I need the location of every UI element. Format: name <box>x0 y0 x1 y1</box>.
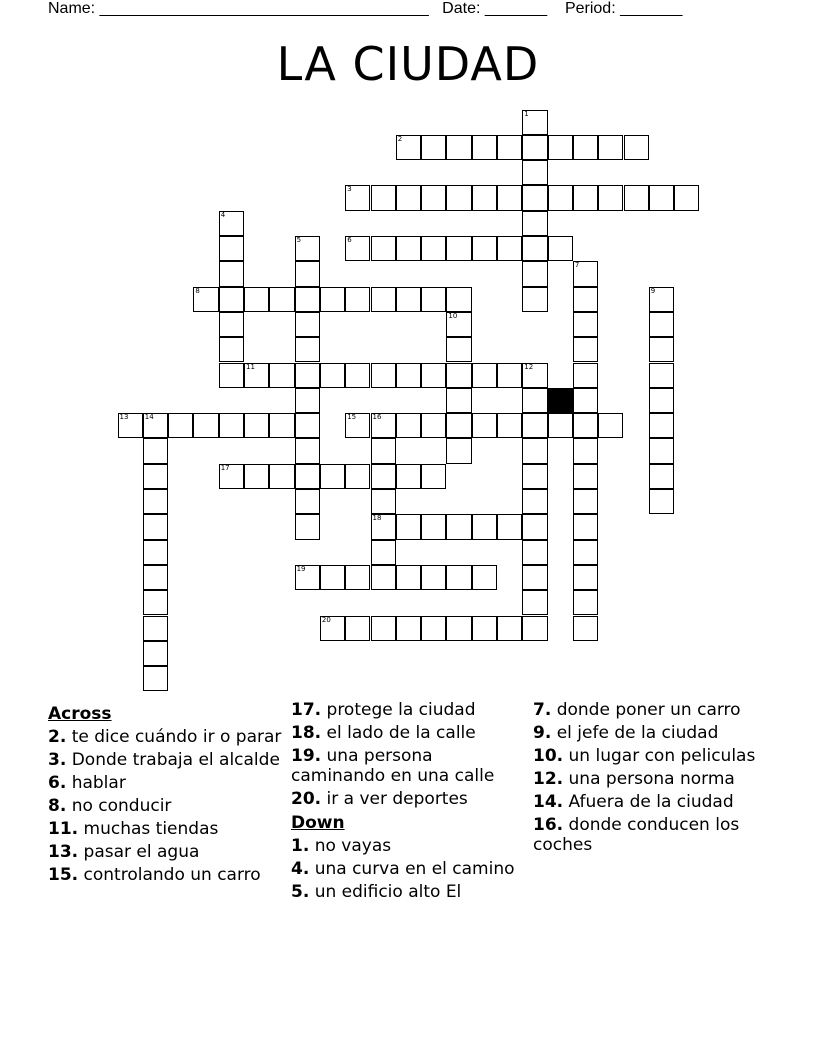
grid-cell[interactable] <box>143 590 168 615</box>
grid-cell[interactable] <box>295 337 320 362</box>
down-heading: Down <box>291 813 345 833</box>
page-title: LA CIUDAD <box>276 37 540 91</box>
clue-number-label: 9. <box>533 723 552 743</box>
grid-cell[interactable] <box>193 413 218 438</box>
grid-cell[interactable] <box>320 464 345 489</box>
name-blank[interactable]: _____________________________________ <box>99 0 429 17</box>
grid-cell[interactable] <box>396 565 421 590</box>
clue-text: no vayas <box>309 836 392 856</box>
grid-cell[interactable] <box>548 236 573 261</box>
grid-cell[interactable] <box>573 337 598 362</box>
grid-cell[interactable] <box>472 236 497 261</box>
grid-cell[interactable] <box>320 363 345 388</box>
clue-item <box>291 723 526 743</box>
grid-cell[interactable] <box>320 565 345 590</box>
grid-cell[interactable] <box>446 565 471 590</box>
clue-item <box>48 727 283 747</box>
grid-cell[interactable] <box>371 464 396 489</box>
grid-cell[interactable] <box>295 413 320 438</box>
clue-number-label: 6. <box>48 773 67 793</box>
grid-cell[interactable] <box>446 514 471 539</box>
grid-cell[interactable] <box>269 413 294 438</box>
grid-cell[interactable] <box>295 287 320 312</box>
clue-number-label: 2. <box>48 727 67 747</box>
clue-item <box>48 819 283 839</box>
name-label: Name: <box>48 0 100 17</box>
clue-number-label: 12. <box>533 769 564 789</box>
clue-text: un edificio alto El <box>309 882 462 902</box>
clue-item <box>291 859 526 879</box>
clue-item <box>291 746 526 786</box>
grid-cell[interactable] <box>320 287 345 312</box>
clue-text: Afuera de la ciudad <box>563 792 734 812</box>
grid-cell[interactable] <box>396 514 421 539</box>
clue-number: 7 <box>574 261 580 270</box>
grid-cell[interactable] <box>649 363 674 388</box>
clue-number: 18 <box>372 514 382 523</box>
grid-cell[interactable] <box>118 413 143 438</box>
grid-cell[interactable] <box>345 616 370 641</box>
grid-cell[interactable] <box>345 287 370 312</box>
grid-cell[interactable] <box>573 287 598 312</box>
black-cell <box>548 388 573 413</box>
grid-cell[interactable] <box>497 616 522 641</box>
grid-cell[interactable] <box>421 514 446 539</box>
grid-cell[interactable] <box>472 616 497 641</box>
grid-cell[interactable] <box>219 413 244 438</box>
grid-cell[interactable] <box>396 363 421 388</box>
grid-cell[interactable] <box>522 185 547 210</box>
grid-cell[interactable] <box>446 413 471 438</box>
clue-item <box>533 746 768 766</box>
across-heading: Across <box>48 704 112 724</box>
clue-number-label: 1. <box>291 836 310 856</box>
clue-number: 16 <box>372 413 382 422</box>
grid-cell[interactable] <box>472 413 497 438</box>
grid-cell[interactable] <box>295 438 320 463</box>
clue-number-label: 4. <box>291 859 310 879</box>
grid-cell[interactable] <box>472 514 497 539</box>
grid-cell[interactable] <box>446 363 471 388</box>
clue-item <box>48 796 283 816</box>
grid-cell[interactable] <box>143 514 168 539</box>
grid-cell[interactable] <box>421 616 446 641</box>
grid-cell[interactable] <box>244 287 269 312</box>
grid-cell[interactable] <box>371 514 396 539</box>
clue-number-label: 16. <box>533 815 564 835</box>
clue-number-label: 17. <box>291 700 322 720</box>
clue-number: 3 <box>347 185 352 194</box>
grid-cell[interactable] <box>522 363 547 388</box>
grid-cell[interactable] <box>345 185 370 210</box>
clue-number: 14 <box>144 413 154 422</box>
grid-cell[interactable] <box>573 363 598 388</box>
date-label: Date: <box>442 0 485 17</box>
clue-number: 13 <box>119 413 129 422</box>
grid-cell[interactable] <box>522 514 547 539</box>
grid-cell[interactable] <box>295 565 320 590</box>
grid-cell[interactable] <box>446 312 471 337</box>
grid-cell[interactable] <box>371 287 396 312</box>
grid-cell[interactable] <box>371 363 396 388</box>
grid-cell[interactable] <box>295 489 320 514</box>
grid-cell[interactable] <box>472 135 497 160</box>
grid-cell[interactable] <box>522 464 547 489</box>
clue-text: un lugar con peliculas <box>563 746 756 766</box>
grid-cell[interactable] <box>219 363 244 388</box>
grid-cell[interactable] <box>446 236 471 261</box>
clue-number-label: 20. <box>291 789 322 809</box>
clue-number: 9 <box>650 286 656 295</box>
grid-cell[interactable] <box>244 413 269 438</box>
clues-column-1 <box>48 700 283 888</box>
grid-cell[interactable] <box>244 363 269 388</box>
grid-cell[interactable] <box>522 236 547 261</box>
grid-cell[interactable] <box>168 413 193 438</box>
clue-text: una persona norma <box>563 769 735 789</box>
grid-cell[interactable] <box>143 540 168 565</box>
grid-cell[interactable] <box>624 135 649 160</box>
grid-cell[interactable] <box>371 540 396 565</box>
grid-cell[interactable] <box>371 185 396 210</box>
grid-cell[interactable] <box>143 641 168 666</box>
grid-cell[interactable] <box>573 413 598 438</box>
clue-text: una persona caminando en una calle <box>291 746 495 786</box>
clue-item <box>48 842 283 862</box>
grid-cell[interactable] <box>371 236 396 261</box>
grid-cell[interactable] <box>143 616 168 641</box>
grid-cell[interactable] <box>649 337 674 362</box>
grid-cell[interactable] <box>573 514 598 539</box>
grid-cell[interactable] <box>649 489 674 514</box>
grid-cell[interactable] <box>649 438 674 463</box>
grid-cell[interactable] <box>522 413 547 438</box>
grid-cell[interactable] <box>497 135 522 160</box>
grid-cell[interactable] <box>446 616 471 641</box>
clue-text: donde conducen los coches <box>533 815 740 855</box>
grid-cell[interactable] <box>193 287 218 312</box>
period-blank[interactable]: _______ <box>620 0 683 17</box>
grid-cell[interactable] <box>295 363 320 388</box>
grid-cell[interactable] <box>219 287 244 312</box>
clue-number: 2 <box>397 134 403 143</box>
clue-number-label: 8. <box>48 796 67 816</box>
grid-cell[interactable] <box>573 540 598 565</box>
grid-cell[interactable] <box>573 312 598 337</box>
clue-number-label: 13. <box>48 842 79 862</box>
clue-number: 4 <box>220 210 226 219</box>
grid-cell[interactable] <box>421 565 446 590</box>
grid-cell[interactable] <box>143 413 168 438</box>
grid-cell[interactable] <box>522 565 547 590</box>
clue-number: 19 <box>296 564 306 573</box>
clue-number-label: 18. <box>291 723 322 743</box>
clue-item <box>291 789 526 809</box>
clue-item <box>533 723 768 743</box>
clue-item <box>291 882 526 902</box>
clue-number: 5 <box>296 236 302 244</box>
grid-cell[interactable] <box>446 185 471 210</box>
grid-cell[interactable] <box>219 464 244 489</box>
grid-cell[interactable] <box>295 312 320 337</box>
grid-cell[interactable] <box>497 185 522 210</box>
grid-cell[interactable] <box>598 413 623 438</box>
grid-cell[interactable] <box>573 565 598 590</box>
grid-cell[interactable] <box>649 413 674 438</box>
grid-cell[interactable] <box>522 590 547 615</box>
clue-text: donde poner un carro <box>551 700 741 720</box>
grid-cell[interactable] <box>371 489 396 514</box>
grid-cell[interactable] <box>446 438 471 463</box>
grid-cell[interactable] <box>371 438 396 463</box>
clue-item <box>533 700 768 720</box>
clue-text: el jefe de la ciudad <box>551 723 719 743</box>
grid-cell[interactable] <box>573 185 598 210</box>
grid-cell[interactable] <box>396 236 421 261</box>
grid-cell[interactable] <box>295 388 320 413</box>
grid-cell[interactable] <box>573 388 598 413</box>
clue-text: ir a ver deportes <box>321 789 468 809</box>
clue-item <box>48 773 283 793</box>
grid-cell[interactable] <box>522 110 547 135</box>
grid-cell[interactable] <box>421 464 446 489</box>
grid-cell[interactable] <box>522 211 547 236</box>
grid-cell[interactable] <box>371 616 396 641</box>
grid-cell[interactable] <box>522 616 547 641</box>
grid-cell[interactable] <box>522 261 547 286</box>
grid-cell[interactable] <box>219 236 244 261</box>
grid-cell[interactable] <box>244 464 269 489</box>
grid-cell[interactable] <box>345 464 370 489</box>
grid-cell[interactable] <box>573 261 598 286</box>
clue-item <box>533 792 768 812</box>
grid-cell[interactable] <box>548 413 573 438</box>
grid-cell[interactable] <box>649 287 674 312</box>
grid-cell[interactable] <box>446 287 471 312</box>
clue-number: 8 <box>195 286 200 295</box>
grid-cell[interactable] <box>497 363 522 388</box>
clue-number-label: 5. <box>291 882 310 902</box>
period-label: Period: <box>564 0 621 17</box>
grid-cell[interactable] <box>371 413 396 438</box>
grid-cell[interactable] <box>345 565 370 590</box>
grid-cell[interactable] <box>421 135 446 160</box>
grid-cell[interactable] <box>497 514 522 539</box>
grid-cell[interactable] <box>295 514 320 539</box>
grid-cell[interactable] <box>143 438 168 463</box>
grid-cell[interactable] <box>421 363 446 388</box>
grid-cell[interactable] <box>396 616 421 641</box>
grid-cell[interactable] <box>421 287 446 312</box>
clue-number: 15 <box>347 413 357 422</box>
clue-number: 1 <box>524 109 529 118</box>
grid-cell[interactable] <box>371 565 396 590</box>
grid-cell[interactable] <box>320 616 345 641</box>
clue-number-label: 11. <box>48 819 79 839</box>
grid-cell[interactable] <box>472 185 497 210</box>
clue-item <box>48 750 283 770</box>
clue-number: 12 <box>524 362 534 371</box>
grid-cell[interactable] <box>421 185 446 210</box>
grid-cell[interactable] <box>573 616 598 641</box>
grid-cell[interactable] <box>649 185 674 210</box>
clue-text: protege la ciudad <box>321 700 476 720</box>
grid-cell[interactable] <box>295 261 320 286</box>
grid-cell[interactable] <box>143 489 168 514</box>
clue-text: pasar el agua <box>78 842 200 862</box>
grid-cell[interactable] <box>522 135 547 160</box>
clues-column-3 <box>533 700 768 858</box>
clue-text: no conducir <box>66 796 172 816</box>
grid-cell[interactable] <box>396 135 421 160</box>
grid-cell[interactable] <box>446 135 471 160</box>
grid-cell[interactable] <box>472 565 497 590</box>
clue-item <box>533 769 768 789</box>
clue-text: Donde trabaja el alcalde <box>66 750 280 770</box>
clue-number: 20 <box>321 615 331 624</box>
grid-cell[interactable] <box>396 413 421 438</box>
grid-cell[interactable] <box>143 666 168 691</box>
grid-cell[interactable] <box>573 464 598 489</box>
grid-cell[interactable] <box>649 464 674 489</box>
clue-number-label: 19. <box>291 746 322 766</box>
clue-item <box>533 815 768 855</box>
grid-cell[interactable] <box>269 287 294 312</box>
clue-text: el lado de la calle <box>321 723 476 743</box>
clue-item <box>291 700 526 720</box>
clue-number: 11 <box>246 362 255 371</box>
clue-text: controlando un carro <box>78 865 261 885</box>
grid-cell[interactable] <box>269 464 294 489</box>
grid-cell[interactable] <box>573 489 598 514</box>
grid-cell[interactable] <box>497 236 522 261</box>
grid-cell[interactable] <box>143 464 168 489</box>
clues-column-2 <box>291 700 526 905</box>
grid-cell[interactable] <box>345 413 370 438</box>
grid-cell[interactable] <box>421 413 446 438</box>
grid-cell[interactable] <box>219 261 244 286</box>
grid-cell[interactable] <box>219 211 244 236</box>
clue-item <box>291 836 526 856</box>
grid-cell[interactable] <box>421 236 446 261</box>
clue-number: 10 <box>448 311 458 320</box>
grid-cell[interactable] <box>345 363 370 388</box>
grid-cell[interactable] <box>649 388 674 413</box>
grid-cell[interactable] <box>396 287 421 312</box>
grid-cell[interactable] <box>522 388 547 413</box>
grid-cell[interactable] <box>598 185 623 210</box>
grid-cell[interactable] <box>396 185 421 210</box>
clue-number-label: 10. <box>533 746 564 766</box>
grid-cell[interactable] <box>522 489 547 514</box>
grid-cell[interactable] <box>219 312 244 337</box>
date-blank[interactable]: _______ <box>484 0 548 17</box>
grid-cell[interactable] <box>598 135 623 160</box>
clue-text: una curva en el camino <box>309 859 515 879</box>
grid-cell[interactable] <box>522 438 547 463</box>
clue-text: hablar <box>66 773 126 793</box>
grid-cell[interactable] <box>522 287 547 312</box>
grid-cell[interactable] <box>143 565 168 590</box>
clue-number-label: 15. <box>48 865 79 885</box>
grid-cell[interactable] <box>573 135 598 160</box>
grid-cell[interactable] <box>548 135 573 160</box>
grid-cell[interactable] <box>295 236 320 261</box>
clue-number-label: 14. <box>533 792 564 812</box>
grid-cell[interactable] <box>446 337 471 362</box>
grid-cell[interactable] <box>548 185 573 210</box>
clue-number: 6 <box>347 236 352 244</box>
grid-cell[interactable] <box>219 337 244 362</box>
grid-cell[interactable] <box>522 160 547 185</box>
grid-cell[interactable] <box>573 438 598 463</box>
grid-cell[interactable] <box>345 236 370 261</box>
grid-cell[interactable] <box>573 590 598 615</box>
grid-cell[interactable] <box>396 464 421 489</box>
clue-number-label: 3. <box>48 750 67 770</box>
grid-cell[interactable] <box>269 363 294 388</box>
clue-item <box>48 865 283 885</box>
clue-number-label: 7. <box>533 700 552 720</box>
grid-cell[interactable] <box>624 185 649 210</box>
grid-cell[interactable] <box>472 363 497 388</box>
grid-cell[interactable] <box>295 464 320 489</box>
grid-cell[interactable] <box>497 413 522 438</box>
grid-cell[interactable] <box>649 312 674 337</box>
grid-cell[interactable] <box>446 388 471 413</box>
grid-cell[interactable] <box>522 540 547 565</box>
clue-text: muchas tiendas <box>78 819 219 839</box>
clue-number: 17 <box>220 463 230 472</box>
clue-text: te dice cuándo ir o parar <box>66 727 282 747</box>
grid-cell[interactable] <box>674 185 699 210</box>
